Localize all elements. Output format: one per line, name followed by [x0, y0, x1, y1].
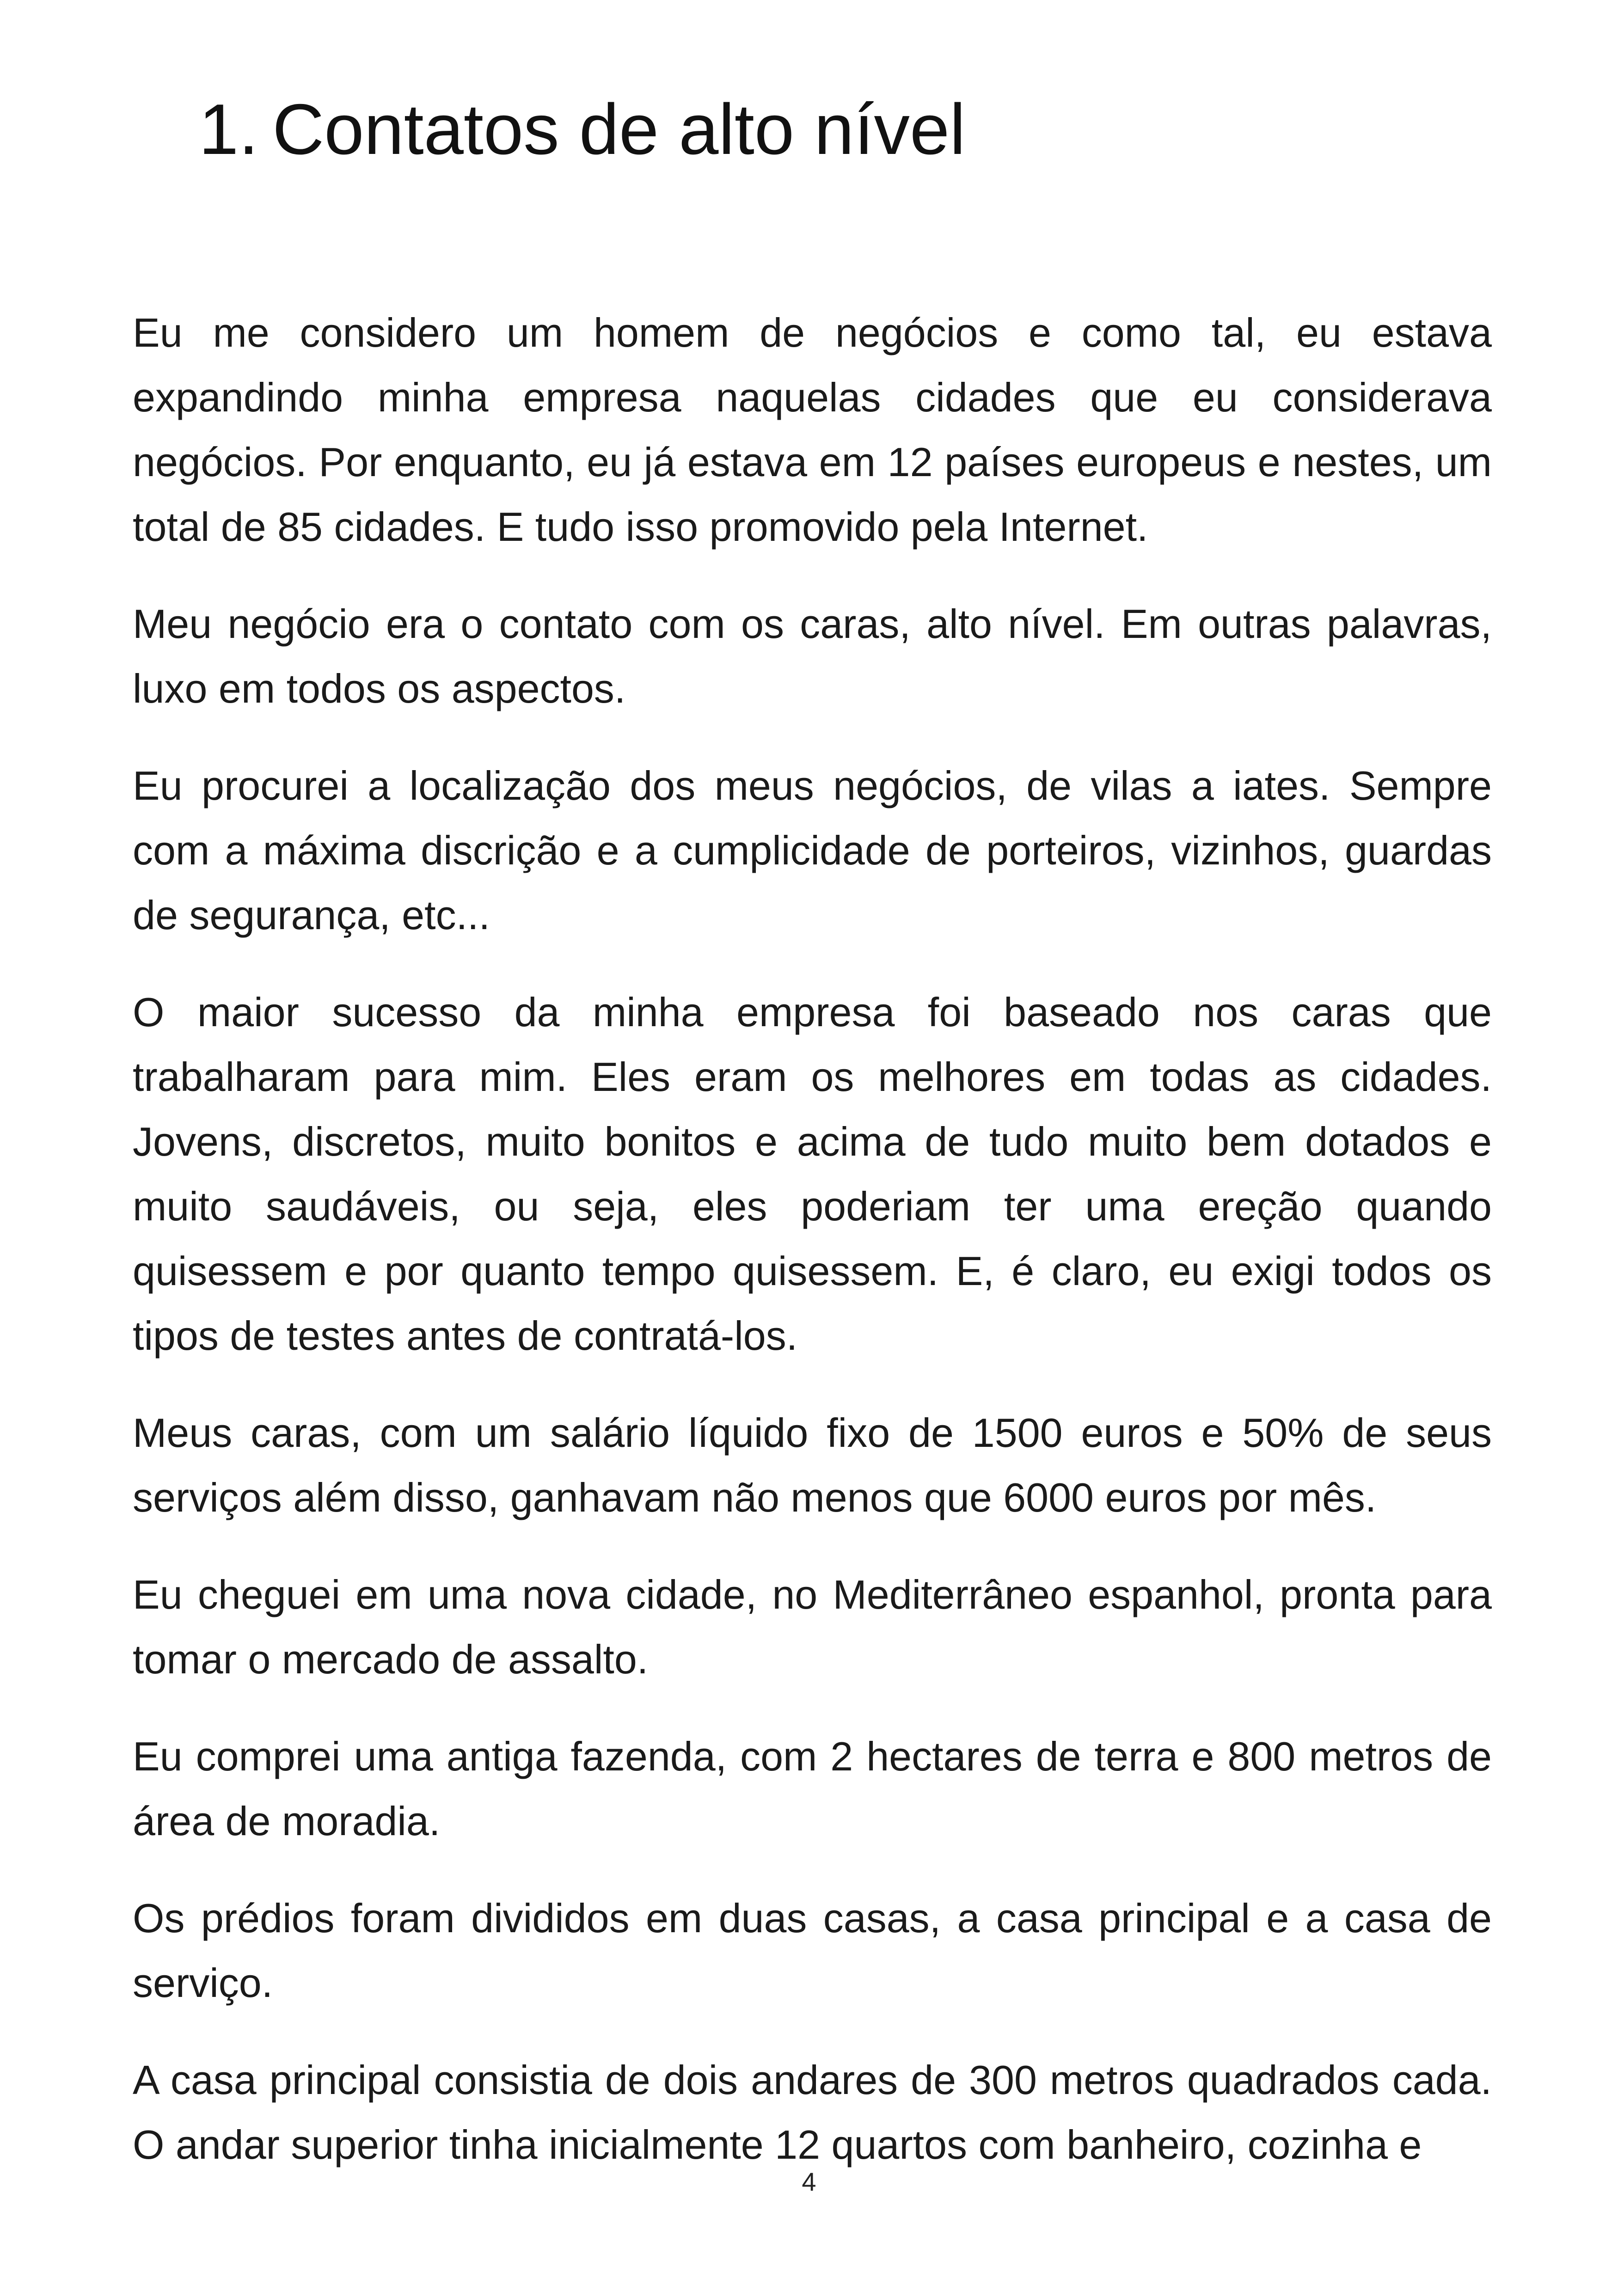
paragraph: Eu procurei a localização dos meus negócios, de vilas a iates. Sempre com a máxima discrição e a cumplicidade de porteiros, vizinhos, guardas de segurança, etc... [133, 763, 1492, 938]
paragraph: Eu me considero um homem de negócios e como tal, eu estava expandindo minha empresa naquelas cidades que eu considerava negócios. Por enquanto, eu já estava em 12 países europeus e nestes, um total de 85 cidades. E tudo isso promovido pela Internet. [133, 310, 1492, 550]
paragraph: Os prédios foram divididos em duas casas, a casa principal e a casa de serviço. [133, 1895, 1492, 2006]
chapter-heading [199, 83, 966, 176]
chapter-title: Contatos de alto nível [272, 89, 966, 169]
paragraph: Eu cheguei em uma nova cidade, no Mediterrâneo espanhol, pronta para tomar o mercado de assalto. [133, 1572, 1492, 1682]
paragraph: O maior sucesso da minha empresa foi baseado nos caras que trabalharam para mim. Eles eram os melhores em todas as cidades. Jovens, discretos, muito bonitos e acima de tudo muito bem dotados e muito saudáveis, ou seja, eles poderiam ter uma ereção quando quisessem e por quanto tempo quisessem. E, é claro, eu exigi todos os tipos de testes antes de contratá-los. [133, 989, 1492, 1359]
paragraph: Meus caras, com um salário líquido fixo de 1500 euros e 50% de seus serviços além disso, ganhavam não menos que 6000 euros por mês. [133, 1410, 1492, 1520]
chapter-number: 1. [199, 89, 259, 169]
body-text [133, 300, 1492, 2210]
paragraph: Eu comprei uma antiga fazenda, com 2 hectares de terra e 800 metros de área de moradia. [133, 1733, 1492, 1844]
paragraph: A casa principal consistia de dois andares de 300 metros quadrados cada. O andar superior tinha inicialmente 12 quartos com banheiro, cozinha e [133, 2057, 1492, 2167]
paragraph: Meu negócio era o contato com os caras, alto nível. Em outras palavras, luxo em todos os aspectos. [133, 601, 1492, 711]
page-number: 4 [802, 2167, 816, 2196]
